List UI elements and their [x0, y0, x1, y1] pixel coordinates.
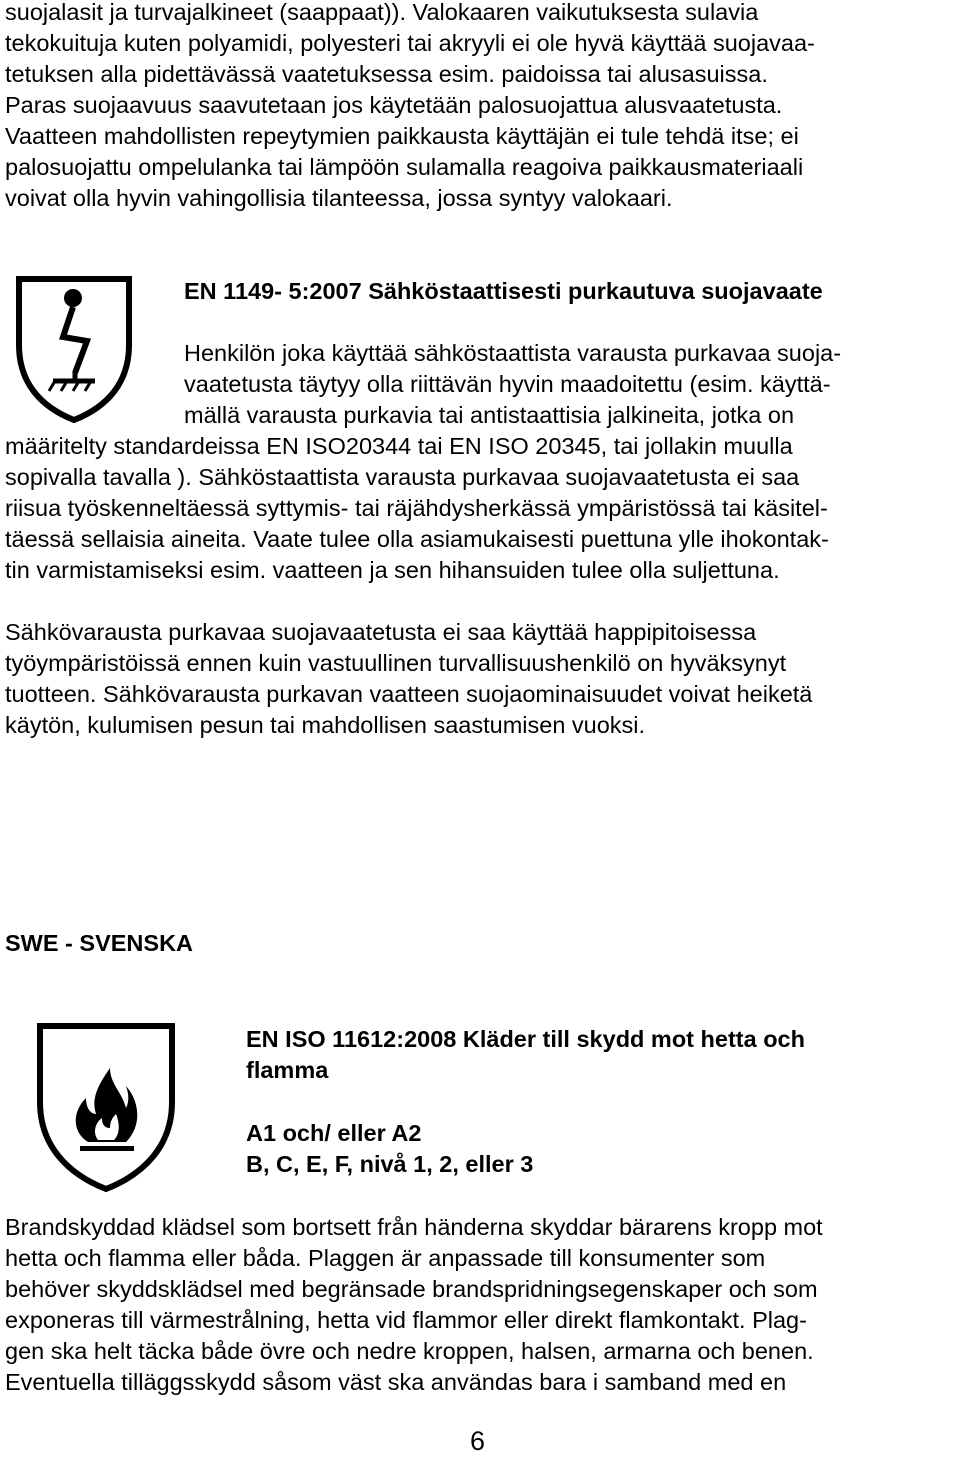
fi-text-line: Paras suojaavuus saavutetaan jos käytetään palosuojattua alusvaatetusta.: [5, 92, 783, 118]
en1149-text-line: tin varmistamiseksi esim. vaatteen ja sen hihansuiden tulee olla suljettuna.: [5, 557, 780, 583]
antistatic-shield-icon: [15, 275, 133, 423]
swe-heading-line: EN ISO 11612:2008 Kläder till skydd mot hetta och: [246, 1026, 805, 1052]
en1149-text-line: täessä sellaisia aineita. Vaate tulee olla asiamukaisesti puettuna ylle ihokontak-: [5, 526, 829, 552]
swe-body-line: Brandskyddad klädsel som bortsett från händerna skyddar bärarens kropp mot: [5, 1214, 823, 1240]
en1149-text-line: mällä varausta purkavia tai antistaattisia jalkineita, jotka on: [184, 402, 795, 428]
fi-text-line: tekokuituja kuten polyamidi, polyesteri tai akryyli ei ole hyvä käyttää suojavaa-: [5, 30, 815, 56]
fi-text-line: tetuksen alla pidettävässä vaatetuksessa esim. paidoissa tai alusasuissa.: [5, 61, 768, 87]
fi-text-line: Vaatteen mahdollisten repeytymien paikkausta käyttäjän ei tule tehdä itse; ei: [5, 123, 799, 149]
swe-heading-line: flamma: [246, 1057, 329, 1083]
fi-text-line: voivat olla hyvin vahingollisia tilanteessa, jossa syntyy valokaari.: [5, 185, 673, 211]
fi-text-line: suojalasit ja turvajalkineet (saappaat)). Valokaaren vaikutuksesta sulavia: [5, 0, 759, 25]
en1149-text-line: määritelty standardeissa EN ISO20344 tai EN ISO 20345, tai jollakin muulla: [5, 433, 793, 459]
swe-levels-line: A1 och/ eller A2: [246, 1120, 422, 1146]
en1149-paragraph-line: Sähkövarausta purkavaa suojavaatetusta ei saa käyttää happipitoisessa: [5, 619, 757, 645]
en1149-paragraph-line: tuotteen. Sähkövarausta purkavan vaatteen suojaominaisuudet voivat heiketä: [5, 681, 813, 707]
swe-body-line: Eventuella tilläggsskydd såsom väst ska användas bara i samband med en: [5, 1369, 787, 1395]
en1149-text-line: sopivalla tavalla ). Sähköstaattista varausta purkavaa suojavaatetusta ei saa: [5, 464, 800, 490]
swe-body-line: exponeras till värmestrålning, hetta vid flammor eller direkt flamkontakt. Plag-: [5, 1307, 807, 1333]
swe-body-line: hetta och flamma eller båda. Plaggen är anpassade till konsumenter som: [5, 1245, 766, 1271]
en1149-heading: EN 1149- 5:2007 Sähköstaattisesti purkautuva suojavaate: [184, 278, 823, 304]
swe-levels-line: B, C, E, F, nivå 1, 2, eller 3: [246, 1151, 534, 1177]
flame-shield-icon: [36, 1022, 176, 1192]
swe-body-line: gen ska helt täcka både övre och nedre kroppen, halsen, armarna och benen.: [5, 1338, 814, 1364]
swe-section-title: SWE - SVENSKA: [5, 930, 194, 956]
en1149-text-line: Henkilön joka käyttää sähköstaattista varausta purkavaa suoja-: [184, 340, 842, 366]
swe-body-line: behöver skyddsklädsel med begränsade brandspridningsegenskaper och som: [5, 1276, 818, 1302]
en1149-text-line: riisua työskenneltäessä syttymis- tai räjähdysherkässä ympäristössä tai käsitel-: [5, 495, 828, 521]
fi-text-line: palosuojattu ompelulanka tai lämpöön sulamalla reagoiva paikkausmateriaali: [5, 154, 804, 180]
page-number: 6: [470, 1426, 486, 1456]
en1149-paragraph-line: käytön, kulumisen pesun tai mahdollisen saastumisen vuoksi.: [5, 712, 646, 738]
en1149-paragraph-line: työympäristöissä ennen kuin vastuullinen turvallisuushenkilö on hyväksynyt: [5, 650, 787, 676]
en1149-text-line: vaatetusta täytyy olla riittävän hyvin maadoitettu (esim. käyttä-: [184, 371, 831, 397]
